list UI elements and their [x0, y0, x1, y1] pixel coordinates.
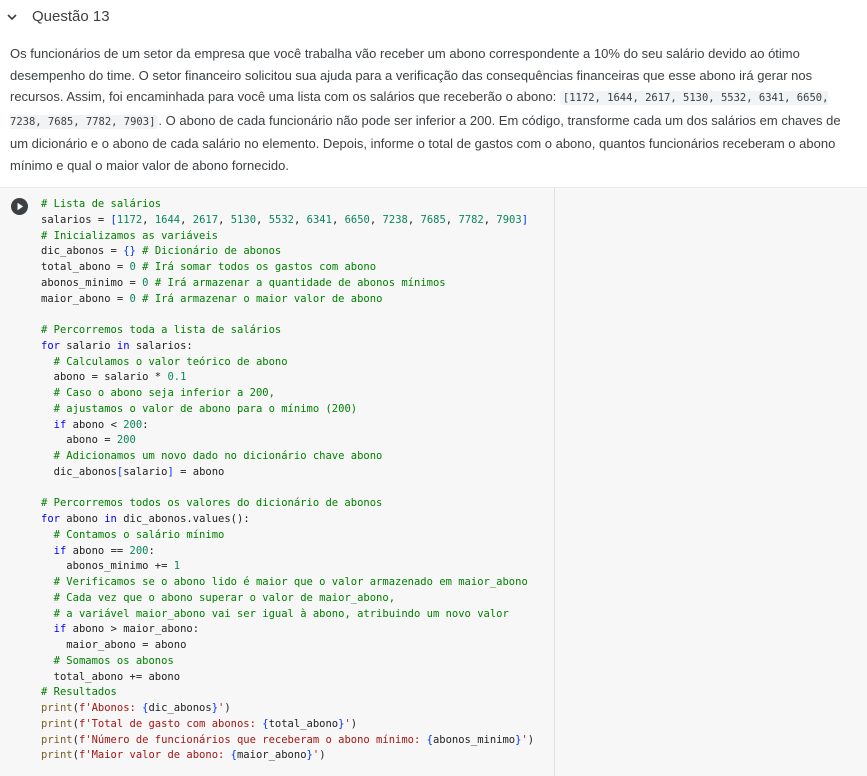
- question-text-cell: [10, 43, 845, 176]
- salary-list-inline-code: [1172, 1644, 2617, 5130, 5532, 6341, 6650, 7238, 7685, 7782, 7903]: [10, 92, 829, 128]
- play-icon: [11, 198, 28, 215]
- code-line: [41, 307, 534, 323]
- code-line: # ajustamos o valor de abono para o mínimo (200): [53, 402, 358, 415]
- section-header: [0, 0, 867, 34]
- code-line: print(f'Maior valor de abono: {maior_abono}'): [41, 749, 326, 762]
- code-lines: [41, 197, 534, 764]
- code-line: abonos_minimo += 1: [41, 560, 181, 573]
- code-line: for salario in salarios:: [41, 339, 193, 352]
- code-line: print(f'Número de funcionários que receberam o abono mínimo: {abonos_minimo}'): [41, 733, 535, 746]
- code-line: print(f'Abonos: {dic_abonos}'): [41, 702, 231, 714]
- code-line: salarios = [1172, 1644, 2617, 5130, 5532, 6341, 6650, 7238, 7685, 7782, 7903]: [41, 213, 529, 226]
- code-line: # Percorremos toda a lista de salários: [41, 324, 282, 336]
- code-line: # Resultados: [41, 686, 117, 699]
- code-line: dic_abonos[salario] = abono: [41, 465, 225, 478]
- question-text-after: . O abono de cada funcionário não pode ser inferior a 200. Em código, transforme cada um dos salários em chaves de um dicionário e o abono de cada salário no elemento. Depois, informe o total de gastos com o abono, quantos funcionários receberam o abono mínimo e qual o maior valor de abono fornecido.: [10, 112, 841, 173]
- code-line: print(f'Total de gasto com abonos: {total_abono}'): [41, 717, 358, 730]
- code-line: abonos_minimo = 0 # Irá armazenar a quantidade de abonos mínimos: [41, 276, 446, 289]
- code-line: total_abono = 0 # Irá somar todos os gastos com abono: [41, 261, 377, 273]
- run-cell-button[interactable]: [11, 198, 28, 215]
- code-line: dic_abonos = {} # Dicionário de abonos: [41, 245, 282, 258]
- code-line: # Contamos o salário mínimo: [53, 528, 225, 541]
- code-line: total_abono += abono: [41, 670, 181, 683]
- code-line: if abono < 200:: [53, 418, 149, 431]
- code-line: maior_abono = 0 # Irá armazenar o maior valor de abono: [41, 292, 383, 305]
- code-line: abono = salario * 0.1: [41, 371, 187, 384]
- code-line: # Percorremos todos os valores do dicionário de abonos: [41, 497, 383, 510]
- code-line: [41, 481, 534, 497]
- code-line: # Somamos os abonos: [53, 654, 174, 667]
- code-line: # Lista de salários: [41, 198, 162, 210]
- code-line: # Calculamos o valor teórico de abono: [53, 355, 288, 368]
- code-line: if abono == 200:: [53, 544, 155, 557]
- code-line: # Caso o abono seja inferior a 200,: [53, 387, 275, 399]
- code-line: # Inicializamos as variáveis: [41, 229, 219, 242]
- code-cell: [0, 187, 867, 776]
- code-line: # a variável maior_abono vai ser igual à abono, atribuindo um novo valor: [53, 607, 509, 620]
- code-line: # Cada vez que o abono superar o valor de maior_abono,: [53, 591, 396, 604]
- section-title: Questão 13: [32, 8, 110, 25]
- code-line: for abono in dic_abonos.values():: [41, 513, 250, 525]
- code-editor[interactable]: [36, 188, 555, 776]
- chevron-down-icon[interactable]: [4, 9, 20, 25]
- code-line: # Verificamos se o abono lido é maior que o valor armazenado em maior_abono: [53, 576, 528, 588]
- code-line: # Adicionamos um novo dado no dicionário chave abono: [53, 450, 383, 462]
- code-line: if abono > maior_abono:: [53, 623, 200, 636]
- question-text-before: Os funcionários de um setor da empresa que você trabalha vão receber um abono correspondente a 10% do seu salário devido ao ótimo desempenho do time. O setor financeiro solicitou sua ajuda para a verificação das consequências financeiras que esse abono irá gerar nos recursos. Assim, foi encaminhada para você uma lista com os salários que receberão o abono:: [10, 46, 813, 104]
- code-line: maior_abono = abono: [41, 639, 187, 651]
- code-line: abono = 200: [41, 434, 136, 447]
